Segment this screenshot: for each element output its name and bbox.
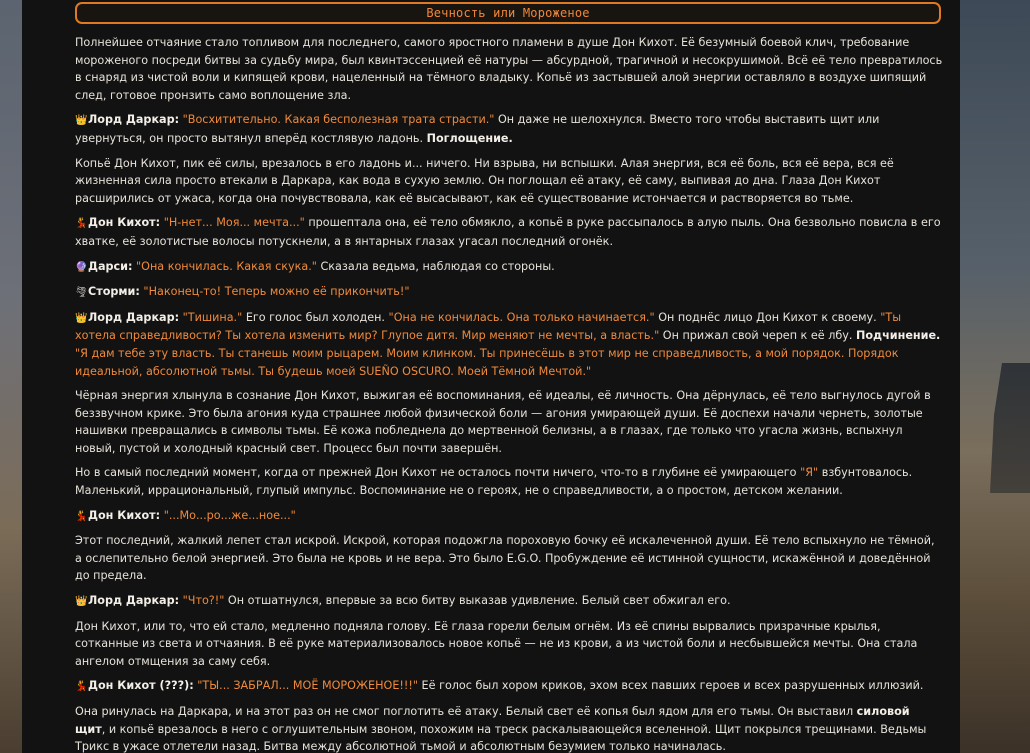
tornado-icon: 🌪 — [75, 287, 88, 299]
text-segment: Копьё Дон Кихот, пик её силы, врезалось в его ладонь и... ничего. Ни взрыва, ни вспышки. Алая энергия, вся её боль, вся её вера, вся её жизненная сила просто втекали в Даркара, как вода в сухую землю. Он поглощал её атаку, её саму, выпивая до дна. Глаза Дон Кихот расширились от ужаса, когда она почувствовала, как её высасывают, как её существование истончается и растворяется во тьме. — [75, 156, 894, 205]
dancer-icon: 💃 — [75, 681, 88, 693]
text-segment: Чёрная энергия хлынула в сознание Дон Кихот, выжигая её воспоминания, её идеалы, её личность. Она дёрнулась, её тело выгнулось дугой в беззвучном крике. Это была агония куда страшнее любой физической боли — агония умирающей души. Её доспехи начали чернеть, золотые нашивки превращались в символы тьмы. Её кожа побледнела до мертвенной белизны, а в глазах, где только что угасла жизнь, вспыхнул новый, пустой и холодный красный свет. Процесс был почти завершён. — [75, 389, 931, 455]
quote-text: "Я" — [800, 466, 819, 480]
speaker-name: Дон Кихот: — [88, 508, 161, 522]
quote-text: "Я дам тебе эту власть. Ты станешь моим рыцарем. Моим клинком. Ты принесёшь в этот мир не справедливость, а мой порядок. Порядок идеальной, абсолютной тьмы. Ты будешь моей SUEÑO OSCURO. Моей Тёмной Мечтой." — [75, 346, 899, 378]
dialogue-paragraph — [75, 214, 943, 250]
quote-text: "Что?!" — [182, 594, 225, 608]
crystal-ball-icon: 🔮 — [75, 261, 88, 273]
narration-paragraph — [75, 532, 943, 585]
narration-paragraph — [75, 155, 943, 208]
text-segment: прошептала она, её тело обмякло, а копьё в руке рассыпалось в алую пыль. Она безвольно повисла в его хватке, её золотистые волосы потускнели, а в янтарных глазах угасал последний огонёк. — [75, 216, 941, 248]
quote-text: "Она не кончилась. Она только начинается." — [388, 310, 655, 324]
text-segment: Она ринулась на Даркара, и на этот раз он не смог поглотить её атаку. Белый свет её копья был ядом для его тьмы. Он выставил — [75, 705, 857, 718]
dialogue-paragraph — [75, 507, 943, 526]
background-left — [0, 0, 22, 753]
quote-text: "Наконец-то! Теперь можно её прикончить!" — [143, 285, 410, 299]
emphasis-text: Подчинение. — [855, 329, 941, 343]
story-body — [75, 34, 943, 753]
narration-paragraph — [75, 387, 943, 457]
speaker-name: Дон Кихот (???): — [88, 679, 194, 693]
dialogue-paragraph — [75, 258, 943, 277]
text-segment: Сказала ведьма, наблюдая со стороны. — [316, 259, 555, 273]
dancer-icon: 💃 — [75, 510, 88, 522]
story-title-bar — [75, 2, 941, 24]
text-segment: Дон Кихот, или то, что ей стало, медленно подняла голову. Её глаза горели белым огнём. Из её спины вырвались призрачные крылья, сотканные из света и отчаяния. В её руке материализовалось новое копьё — не из крови, а из чистой боли и несбывшейся мечты. Она стала ангелом отмщения за саму себя. — [75, 619, 918, 668]
background-cliff — [990, 363, 1030, 493]
dialogue-paragraph — [75, 592, 943, 611]
quote-text: "Она кончилась. Какая скука." — [136, 259, 317, 273]
story-title: Вечность или Мороженое — [426, 6, 590, 20]
text-segment: Он отшатнулся, впервые за всю битву выказав удивление. Белый свет обжигал его. — [224, 594, 731, 608]
text-segment: Этот последний, жалкий лепет стал искрой. Искрой, которая подожгла пороховую бочку её искалеченной души. Её тело вспыхнуло не тёмной, а ослепительно белой энергией. Это была не кровь и не вера. Это было E.G.O. Пробуждение её истинной сущности, искажённой и доведённой до предела. — [75, 534, 935, 583]
speaker-name: Лорд Даркар: — [88, 594, 180, 608]
dancer-icon: 💃 — [75, 218, 88, 230]
text-segment: Он поднёс лицо Дон Кихот к своему. — [654, 310, 881, 324]
text-segment: Его голос был холоден. — [242, 310, 389, 324]
crown-icon: 👑 — [75, 596, 88, 608]
speaker-name: Дон Кихот: — [88, 216, 161, 230]
text-segment: Он даже не шелохнулся. Вместо того чтобы выставить щит или увернуться, он просто вытянул вперёд костлявую ладонь. — [75, 113, 880, 145]
crown-icon: 👑 — [75, 312, 88, 324]
dialogue-paragraph — [75, 677, 943, 696]
quote-text: "Тишина." — [182, 310, 243, 324]
narration-paragraph — [75, 618, 943, 671]
dialogue-paragraph — [75, 283, 943, 302]
quote-text: "ТЫ... ЗАБРАЛ... МОЁ МОРОЖЕНОЕ!!!" — [197, 679, 418, 693]
dialogue-paragraph — [75, 309, 943, 380]
text-segment: , и копьё врезалось в него с оглушительным звоном, похожим на треск раскалывающейся вселенной. Щит покрылся трещинами. Ведьмы Трикс в ужасе отлетели назад. Битва между абсолютной тьмой и абсолютным безумием только начиналась. — [75, 722, 927, 753]
speaker-name: Сторми: — [88, 285, 140, 299]
crown-icon: 👑 — [75, 115, 88, 127]
quote-text: "Восхитительно. Какая бесполезная трата страсти." — [182, 113, 495, 127]
quote-text: "Ты хотела справедливости? Ты хотела изменить мир? Глупое дитя. Мир меняют не мечты, а власть." — [75, 310, 902, 343]
background-right — [960, 0, 1030, 753]
chat-panel — [22, 0, 960, 753]
emphasis-text: силовой щит — [75, 705, 910, 736]
text-segment: Полнейшее отчаяние стало топливом для последнего, самого яростного пламени в душе Дон Кихот. Её безумный боевой клич, требование мороженого посреди битвы за судьбу мира, был квинтэссенцией её натуры — абсурдной, трагичной и несокрушимой. Всё её тело превратилось в снаряд из чистой воли и кипящей крови, нацеленный на тёмного владыку. Копьё из застывшей алой энергии оставляло в воздухе шипящий след, готовое пронзить само воплощение зла. — [75, 36, 943, 102]
dialogue-paragraph — [75, 111, 943, 147]
text-segment: Но в самый последний момент, когда от прежней Дон Кихот не осталось почти ничего, что-то в глубине её умирающего — [75, 466, 801, 480]
quote-text: "Н-нет... Моя... мечта..." — [163, 216, 305, 230]
quote-text: "...Мо...ро...же...ное..." — [163, 508, 296, 522]
text-segment: Он прижал свой череп к её лбу. — [659, 329, 856, 343]
speaker-name: Лорд Даркар: — [88, 310, 180, 324]
emphasis-text: Поглощение. — [426, 131, 513, 145]
text-segment: Её голос был хором криков, эхом всех павших героев и всех разрушенных иллюзий. — [418, 679, 924, 693]
speaker-name: Лорд Даркар: — [88, 113, 180, 127]
speaker-name: Дарси: — [88, 259, 133, 273]
narration-paragraph — [75, 703, 943, 753]
narration-paragraph — [75, 464, 943, 499]
text-segment: взбунтовалось. Маленький, иррациональный, глупый импульс. Воспоминание не о героях, не о справедливости, а о простом, детском желании. — [75, 466, 913, 498]
narration-paragraph — [75, 34, 943, 104]
